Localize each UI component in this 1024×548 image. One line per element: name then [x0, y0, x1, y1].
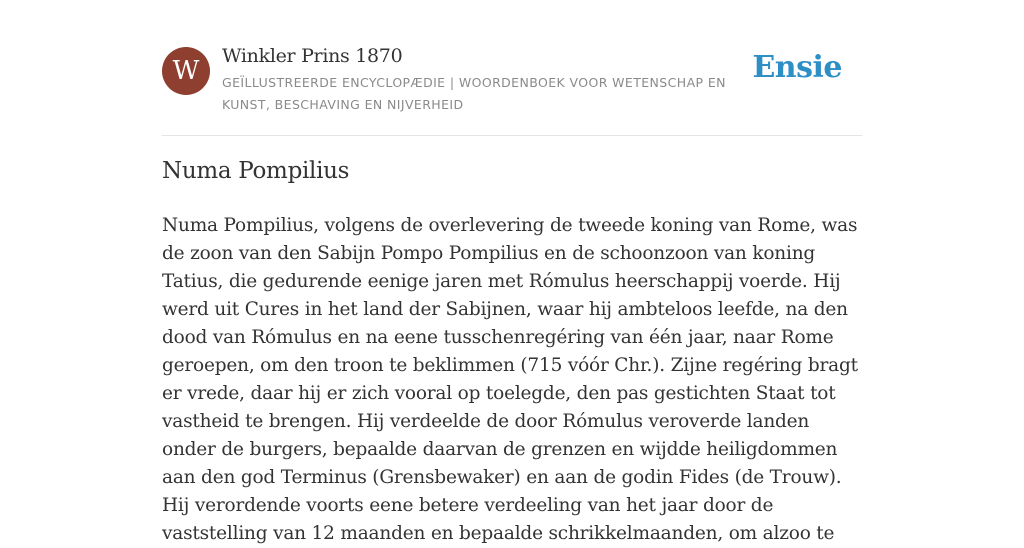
source-title[interactable]: Winkler Prins 1870 [222, 45, 403, 67]
article-title: Numa Pompilius [162, 158, 350, 184]
article-body: Numa Pompilius, volgens de overlevering de tweede koning van Rome, was de zoon van den Sabijn Pompo Pompilius en de schoonzoon van koning Tatius, die gedurende eenige jaren met Rómulus heerschappij voerde. Hij werd uit Cures in het land der Sabijnen, waar hij ambteloos leefde, na den dood van Rómulus en na eene tusschenregéring van één jaar, naar Rome geroepen, om den troon te beklimmen (715 vóór Chr.). Zijne regéring bragt er vrede, daar hij er zich vooral op toelegde, den pas gestichten Staat tot vastheid te brengen. Hij verdeelde de door Rómulus veroverde landen onder de burgers, bepaalde daarvan de grenzen en wijdde heiligdommen aan den god Terminus (Grensbewaker) en aan de godin Fides (de Trouw). Hij verordende voorts eene betere verdeeling van het jaar door de vaststelling van 12 maanden en bepaalde schrikkelmaanden, om alzoo te [162, 215, 858, 544]
source-header [162, 0, 862, 136]
source-subtitle: GEÏLLUSTREERDE ENCYCLOPÆDIE | WOORDENBOEK VOOR WETENSCHAP EN KUNST, BESCHAVING EN NIJVERHEID [222, 75, 726, 112]
page [162, 0, 862, 544]
source-avatar[interactable]: W [162, 47, 210, 95]
ensie-logo[interactable]: Ensie [752, 50, 842, 85]
